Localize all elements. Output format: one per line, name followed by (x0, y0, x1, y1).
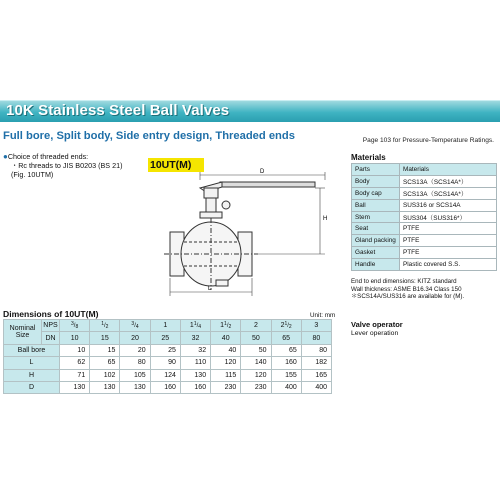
dimensions-title: Dimensions of 10UT(M) (3, 309, 99, 319)
cell-value: 120 (211, 357, 241, 369)
materials-table (351, 163, 497, 271)
material-value: Plastic covered S.S. (400, 259, 497, 271)
thread-choice-line: (Fig. 10UTM) (11, 170, 54, 179)
cell-value: 130 (90, 381, 120, 393)
cell-value: 50 (241, 344, 271, 356)
nps-value: $1^1/_2$ (211, 320, 241, 332)
section-title: 10K Stainless Steel Ball Valves (6, 102, 230, 119)
part-name: Stem (352, 211, 400, 223)
cell-value: 130 (60, 381, 90, 393)
cell-value: 160 (271, 357, 301, 369)
materials-header-parts: Parts (352, 164, 400, 176)
dn-value: 65 (271, 332, 301, 344)
cell-value: 155 (271, 369, 301, 381)
dimensions-table (3, 319, 332, 394)
nps-value: 2 (241, 320, 271, 332)
cell-value: 80 (120, 357, 150, 369)
part-name: Body (352, 175, 400, 187)
table-row (352, 247, 497, 259)
cell-value: 65 (90, 357, 120, 369)
cell-value: 400 (301, 381, 331, 393)
cell-value: 160 (180, 381, 210, 393)
cell-value: 62 (60, 357, 90, 369)
materials-note: Wall thickness: ASME B16.34 Class 150 (351, 285, 462, 293)
dn-value: 40 (211, 332, 241, 344)
material-value: PTFE (400, 247, 497, 259)
nps-value: $^3/_4$ (120, 320, 150, 332)
cell-value: 32 (180, 344, 210, 356)
cell-value: 115 (211, 369, 241, 381)
material-value: SCS13A（SCS14A*） (400, 187, 497, 199)
cell-value: 230 (241, 381, 271, 393)
table-row (352, 223, 497, 235)
cell-value: 110 (180, 357, 210, 369)
part-name: Gasket (352, 247, 400, 259)
cell-value: 20 (120, 344, 150, 356)
valve-body (164, 218, 258, 290)
nps-value: $^3/_8$ (60, 320, 90, 332)
cell-value: 165 (301, 369, 331, 381)
material-value: SUS316 or SCS14A (400, 199, 497, 211)
nps-value: 1 (150, 320, 180, 332)
table-row (4, 369, 332, 381)
dn-value: 10 (60, 332, 90, 344)
page-reference-note: Page 103 for Pressure-Temperature Ratings. (362, 137, 494, 144)
valve-stem (200, 188, 230, 218)
cell-value: 124 (150, 369, 180, 381)
dn-value: 50 (241, 332, 271, 344)
product-subtitle: Full bore, Split body, Side entry design, Threaded ends (3, 130, 295, 142)
table-row (4, 357, 332, 369)
table-row (352, 259, 497, 271)
dn-value: 32 (180, 332, 210, 344)
dn-value: 20 (120, 332, 150, 344)
row-label: Ball bore (4, 344, 60, 356)
section-banner (0, 100, 500, 122)
cell-value: 10 (60, 344, 90, 356)
thread-choice-block (3, 152, 122, 179)
dn-value: 15 (90, 332, 120, 344)
table-row (352, 175, 497, 187)
nps-value: $2^1/_2$ (271, 320, 301, 332)
material-value: PTFE (400, 223, 497, 235)
materials-notes (351, 278, 499, 301)
thread-choice-heading: Choice of threaded ends: (7, 152, 89, 161)
cell-value: 140 (241, 357, 271, 369)
dimension-label-h: H (323, 216, 328, 222)
cell-value: 182 (301, 357, 331, 369)
bullet-icon: ● (3, 152, 8, 161)
part-name: Seat (352, 223, 400, 235)
table-row (352, 199, 497, 211)
dimension-label-d: D (260, 169, 265, 175)
table-row (4, 344, 332, 356)
part-name: Handle (352, 259, 400, 271)
cell-value: 90 (150, 357, 180, 369)
model-tag: 10UT(M) (148, 158, 204, 172)
cell-value: 65 (271, 344, 301, 356)
materials-note: ＊SCS14A/SUS316 are available for (M). (351, 293, 465, 301)
nps-label: NPS (42, 320, 60, 332)
materials-note: End to end dimensions: KITZ standard (351, 278, 457, 285)
cell-value: 102 (90, 369, 120, 381)
cell-value: 130 (120, 381, 150, 393)
dn-label: DN (42, 332, 60, 344)
cell-value: 120 (241, 369, 271, 381)
part-name: Ball (352, 199, 400, 211)
cell-value: 105 (120, 369, 150, 381)
materials-header-materials: Materials (400, 164, 497, 176)
cell-value: 80 (301, 344, 331, 356)
nps-value: $1^1/_4$ (180, 320, 210, 332)
cell-value: 230 (211, 381, 241, 393)
nps-value: 3 (301, 320, 331, 332)
materials-title: Materials (351, 153, 386, 162)
row-label: L (4, 357, 60, 369)
table-row (352, 235, 497, 247)
nominal-size-label: Nominal Size (4, 320, 42, 345)
cell-value: 160 (150, 381, 180, 393)
cell-value: 40 (211, 344, 241, 356)
material-value: SUS304（SUS316*） (400, 211, 497, 223)
dn-value: 80 (301, 332, 331, 344)
dimensions-unit: Unit: mm (310, 312, 336, 319)
part-name: Gland packing (352, 235, 400, 247)
table-row (4, 381, 332, 393)
thread-choice-line: ・Rc threads to JIS B0203 (BS 21) (11, 161, 123, 170)
row-label: D (4, 381, 60, 393)
cell-value: 130 (180, 369, 210, 381)
cell-value: 15 (90, 344, 120, 356)
cell-value: 71 (60, 369, 90, 381)
cell-value: 400 (271, 381, 301, 393)
material-value: SCS13A（SCS14A*） (400, 175, 497, 187)
dimension-label-l: L (208, 286, 212, 292)
valve-operator-text: Lever operation (351, 330, 399, 337)
part-name: Body cap (352, 187, 400, 199)
cell-value: 25 (150, 344, 180, 356)
row-label: H (4, 369, 60, 381)
material-value: PTFE (400, 235, 497, 247)
dn-value: 25 (150, 332, 180, 344)
valve-operator-title: Valve operator (351, 320, 403, 329)
table-row (352, 187, 497, 199)
valve-drawing (160, 168, 340, 303)
nps-value: $^1/_2$ (90, 320, 120, 332)
table-row (352, 211, 497, 223)
